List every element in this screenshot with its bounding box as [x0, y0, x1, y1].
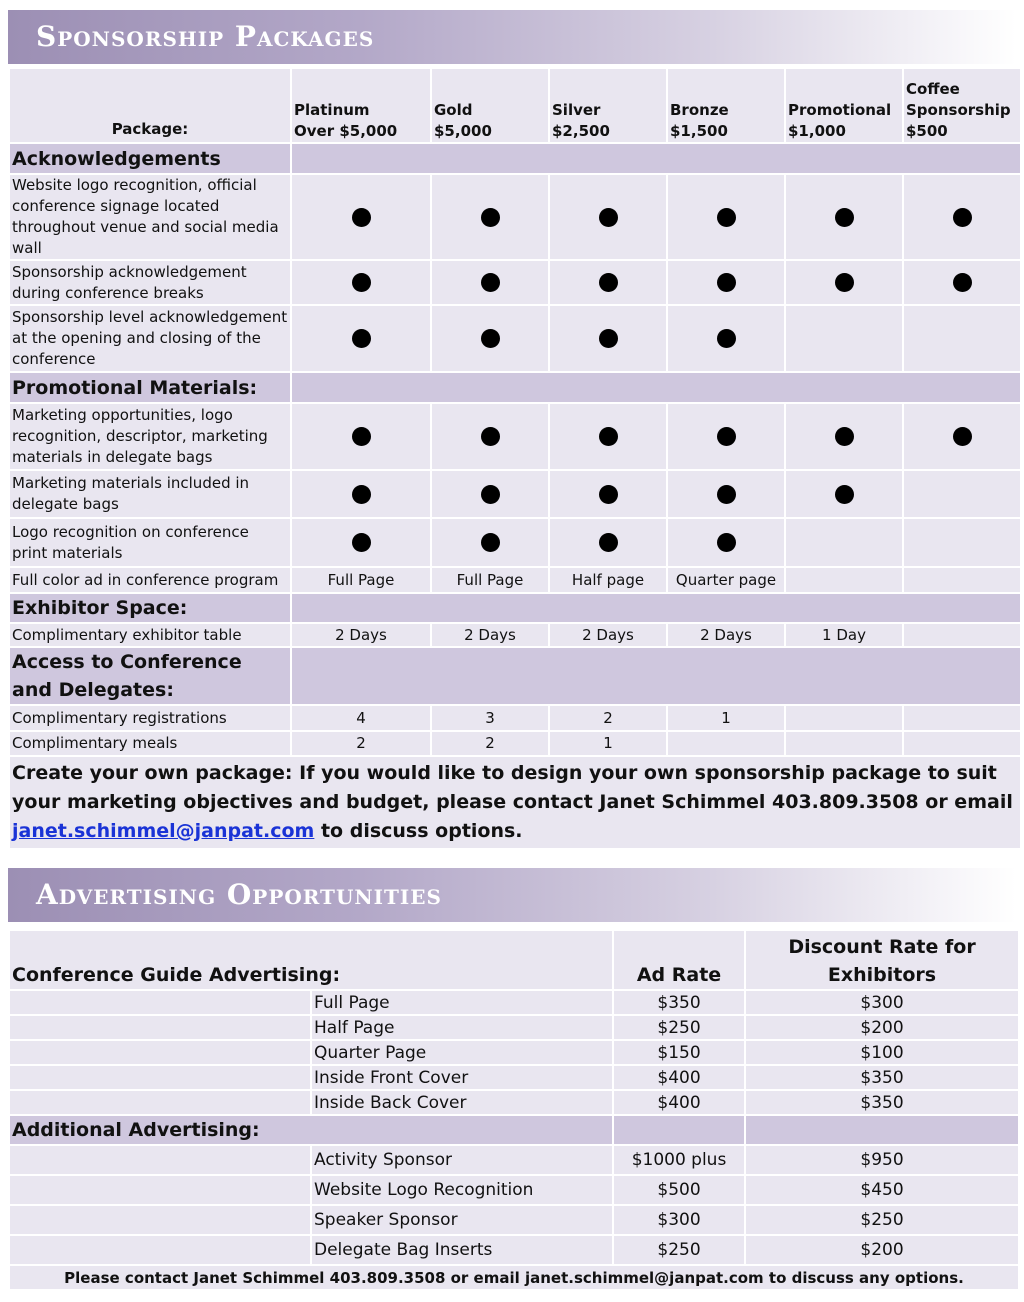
ad-rate: $500 [613, 1175, 745, 1205]
dot-cell [431, 260, 549, 305]
included-dot-icon [717, 485, 736, 504]
value-cell [667, 731, 785, 756]
blank-cell [9, 1175, 311, 1205]
row-label: Full color ad in conference program [9, 567, 291, 593]
ad-row [9, 1205, 1019, 1235]
ad-footer-row [9, 1265, 1019, 1290]
ad-item: Activity Sponsor [311, 1145, 613, 1175]
tier-bronze: Bronze $1,500 [667, 68, 785, 143]
ad-item: Speaker Sponsor [311, 1205, 613, 1235]
ad-item: Website Logo Recognition [311, 1175, 613, 1205]
dot-cell [667, 260, 785, 305]
dot-cell [667, 174, 785, 260]
dot-cell [291, 305, 431, 372]
blank-cell [9, 1040, 311, 1065]
value-cell: Half page [549, 567, 667, 593]
value-cell: 2 [431, 731, 549, 756]
ad-discount: $950 [745, 1145, 1019, 1175]
dot-cell [431, 174, 549, 260]
row-registrations [9, 705, 1021, 731]
section-fill [291, 143, 1021, 174]
ad-row [9, 1175, 1019, 1205]
value-cell: 4 [291, 705, 431, 731]
ad-rate: $250 [613, 1235, 745, 1265]
ad-item: Delegate Bag Inserts [311, 1235, 613, 1265]
dot-cell [291, 174, 431, 260]
section-fill [613, 1115, 745, 1145]
dot-cell [431, 403, 549, 470]
ad-item: Inside Back Cover [311, 1090, 613, 1115]
dot-cell [667, 470, 785, 518]
row-marketing-materials [9, 470, 1021, 518]
ad-header-row [9, 930, 1019, 990]
section-row [9, 143, 1021, 174]
dot-cell [431, 518, 549, 567]
dot-cell [291, 403, 431, 470]
ad-row [9, 1235, 1019, 1265]
value-cell: Full Page [431, 567, 549, 593]
dot-cell [903, 470, 1021, 518]
ad-item: Full Page [311, 990, 613, 1015]
ad-discount: $300 [745, 990, 1019, 1015]
value-cell: 1 [549, 731, 667, 756]
dot-cell [785, 518, 903, 567]
blank-cell [9, 1145, 311, 1175]
ad-rate-header: Ad Rate [613, 930, 745, 990]
included-dot-icon [599, 533, 618, 552]
value-cell [903, 567, 1021, 593]
ad-rate: $1000 plus [613, 1145, 745, 1175]
ad-rate: $150 [613, 1040, 745, 1065]
section-row [9, 372, 1021, 403]
blank-cell [9, 1235, 311, 1265]
included-dot-icon [953, 208, 972, 227]
included-dot-icon [717, 208, 736, 227]
additional-label: Additional Advertising: [9, 1115, 613, 1145]
row-meals [9, 731, 1021, 756]
ad-section-row [9, 1115, 1019, 1145]
value-cell [903, 623, 1021, 647]
row-exhibitor-table [9, 623, 1021, 647]
discount-header: Discount Rate for Exhibitors [745, 930, 1019, 990]
value-cell [785, 705, 903, 731]
included-dot-icon [835, 273, 854, 292]
create-own-note: Create your own package: If you would like to design your own sponsorship package to suit your marketing objectives and budget, please contact Janet Schimmel 403.809.3508 or email janet.schimmel@janpat.com to discuss options. [9, 756, 1021, 849]
ad-row [9, 1015, 1019, 1040]
section-acknowledgements: Acknowledgements [9, 143, 291, 174]
value-cell: 2 Days [291, 623, 431, 647]
blank-cell [9, 1015, 311, 1040]
row-level-ack [9, 305, 1021, 372]
blank-cell [9, 1090, 311, 1115]
advertising-title: Advertising Opportunities [36, 878, 442, 911]
header-row [9, 68, 1021, 143]
dot-cell [431, 470, 549, 518]
sponsorship-banner [8, 10, 1016, 64]
ad-item: Half Page [311, 1015, 613, 1040]
included-dot-icon [352, 273, 371, 292]
dot-cell [667, 305, 785, 372]
dot-cell [785, 260, 903, 305]
included-dot-icon [835, 485, 854, 504]
row-label: Sponsorship level acknowledgement at the opening and closing of the conference [9, 305, 291, 372]
included-dot-icon [717, 427, 736, 446]
included-dot-icon [599, 329, 618, 348]
row-marketing-opps [9, 403, 1021, 470]
contact-email-link[interactable]: janet.schimmel@janpat.com [12, 820, 315, 842]
included-dot-icon [717, 533, 736, 552]
included-dot-icon [352, 329, 371, 348]
value-cell: 2 Days [667, 623, 785, 647]
value-cell: 2 [549, 705, 667, 731]
dot-cell [667, 403, 785, 470]
advertising-banner [8, 868, 1016, 922]
ad-row [9, 1040, 1019, 1065]
ad-item: Inside Front Cover [311, 1065, 613, 1090]
included-dot-icon [352, 208, 371, 227]
blank-cell [9, 1065, 311, 1090]
row-full-color-ad [9, 567, 1021, 593]
ad-discount: $450 [745, 1175, 1019, 1205]
value-cell [903, 705, 1021, 731]
included-dot-icon [953, 273, 972, 292]
sponsorship-title: Sponsorship Packages [36, 20, 375, 53]
guide-label: Conference Guide Advertising: [9, 930, 613, 990]
ad-row [9, 1090, 1019, 1115]
dot-cell [431, 305, 549, 372]
ad-discount: $200 [745, 1015, 1019, 1040]
ad-row [9, 1145, 1019, 1175]
included-dot-icon [835, 208, 854, 227]
ad-footer: Please contact Janet Schimmel 403.809.3508 or email janet.schimmel@janpat.com to discuss any options. [9, 1265, 1019, 1290]
value-cell: Full Page [291, 567, 431, 593]
value-cell: 1 Day [785, 623, 903, 647]
dot-cell [785, 174, 903, 260]
included-dot-icon [481, 208, 500, 227]
dot-cell [291, 260, 431, 305]
row-label: Complimentary meals [9, 731, 291, 756]
included-dot-icon [599, 485, 618, 504]
value-cell: 2 Days [431, 623, 549, 647]
included-dot-icon [352, 427, 371, 446]
value-cell: 2 Days [549, 623, 667, 647]
row-label: Sponsorship acknowledgement during conference breaks [9, 260, 291, 305]
tier-promotional: Promotional $1,000 [785, 68, 903, 143]
tier-gold: Gold $5,000 [431, 68, 549, 143]
row-label: Marketing materials included in delegate bags [9, 470, 291, 518]
advertising-table [8, 929, 1020, 1291]
dot-cell [903, 260, 1021, 305]
ad-row [9, 990, 1019, 1015]
ad-rate: $250 [613, 1015, 745, 1040]
dot-cell [903, 518, 1021, 567]
row-label: Website logo recognition, official conference signage located throughout venue and social media wall [9, 174, 291, 260]
ad-discount: $250 [745, 1205, 1019, 1235]
row-label: Complimentary registrations [9, 705, 291, 731]
row-logo-print [9, 518, 1021, 567]
included-dot-icon [481, 329, 500, 348]
ad-rate: $350 [613, 990, 745, 1015]
value-cell [785, 567, 903, 593]
value-cell: 1 [667, 705, 785, 731]
row-label: Marketing opportunities, logo recognition, descriptor, marketing materials in delegate bags [9, 403, 291, 470]
included-dot-icon [599, 208, 618, 227]
dot-cell [549, 470, 667, 518]
section-fill [291, 372, 1021, 403]
section-access: Access to Conference and Delegates: [9, 647, 291, 705]
tier-platinum: Platinum Over $5,000 [291, 68, 431, 143]
dot-cell [903, 174, 1021, 260]
section-exhibitor: Exhibitor Space: [9, 593, 291, 623]
blank-cell [9, 1205, 311, 1235]
dot-cell [549, 260, 667, 305]
included-dot-icon [481, 533, 500, 552]
dot-cell [549, 403, 667, 470]
dot-cell [549, 305, 667, 372]
ad-discount: $100 [745, 1040, 1019, 1065]
dot-cell [785, 305, 903, 372]
ad-discount: $350 [745, 1065, 1019, 1090]
blank-cell [9, 990, 311, 1015]
ad-rate: $400 [613, 1065, 745, 1090]
included-dot-icon [717, 273, 736, 292]
ad-discount: $350 [745, 1090, 1019, 1115]
dot-cell [291, 518, 431, 567]
included-dot-icon [481, 427, 500, 446]
dot-cell [667, 518, 785, 567]
value-cell: 2 [291, 731, 431, 756]
tier-silver: Silver $2,500 [549, 68, 667, 143]
ad-rate: $300 [613, 1205, 745, 1235]
dot-cell [903, 403, 1021, 470]
create-own-row [9, 756, 1021, 849]
row-website-logo [9, 174, 1021, 260]
dot-cell [549, 174, 667, 260]
sponsorship-table [8, 67, 1022, 850]
dot-cell [785, 403, 903, 470]
included-dot-icon [835, 427, 854, 446]
section-row [9, 593, 1021, 623]
section-promotional: Promotional Materials: [9, 372, 291, 403]
section-fill [745, 1115, 1019, 1145]
ad-row [9, 1065, 1019, 1090]
section-fill [291, 593, 1021, 623]
included-dot-icon [717, 329, 736, 348]
included-dot-icon [953, 427, 972, 446]
ad-item: Quarter Page [311, 1040, 613, 1065]
section-row [9, 647, 1021, 705]
section-fill [291, 647, 1021, 705]
dot-cell [903, 305, 1021, 372]
dot-cell [291, 470, 431, 518]
ad-discount: $200 [745, 1235, 1019, 1265]
tier-coffee: Coffee Sponsorship $500 [903, 68, 1021, 143]
dot-cell [785, 470, 903, 518]
package-label: Package: [9, 68, 291, 143]
row-sponsorship-breaks [9, 260, 1021, 305]
included-dot-icon [599, 427, 618, 446]
value-cell [785, 731, 903, 756]
value-cell: 3 [431, 705, 549, 731]
included-dot-icon [352, 485, 371, 504]
included-dot-icon [481, 485, 500, 504]
included-dot-icon [599, 273, 618, 292]
value-cell: Quarter page [667, 567, 785, 593]
dot-cell [549, 518, 667, 567]
row-label: Logo recognition on conference print materials [9, 518, 291, 567]
included-dot-icon [352, 533, 371, 552]
row-label: Complimentary exhibitor table [9, 623, 291, 647]
value-cell [903, 731, 1021, 756]
included-dot-icon [481, 273, 500, 292]
ad-rate: $400 [613, 1090, 745, 1115]
